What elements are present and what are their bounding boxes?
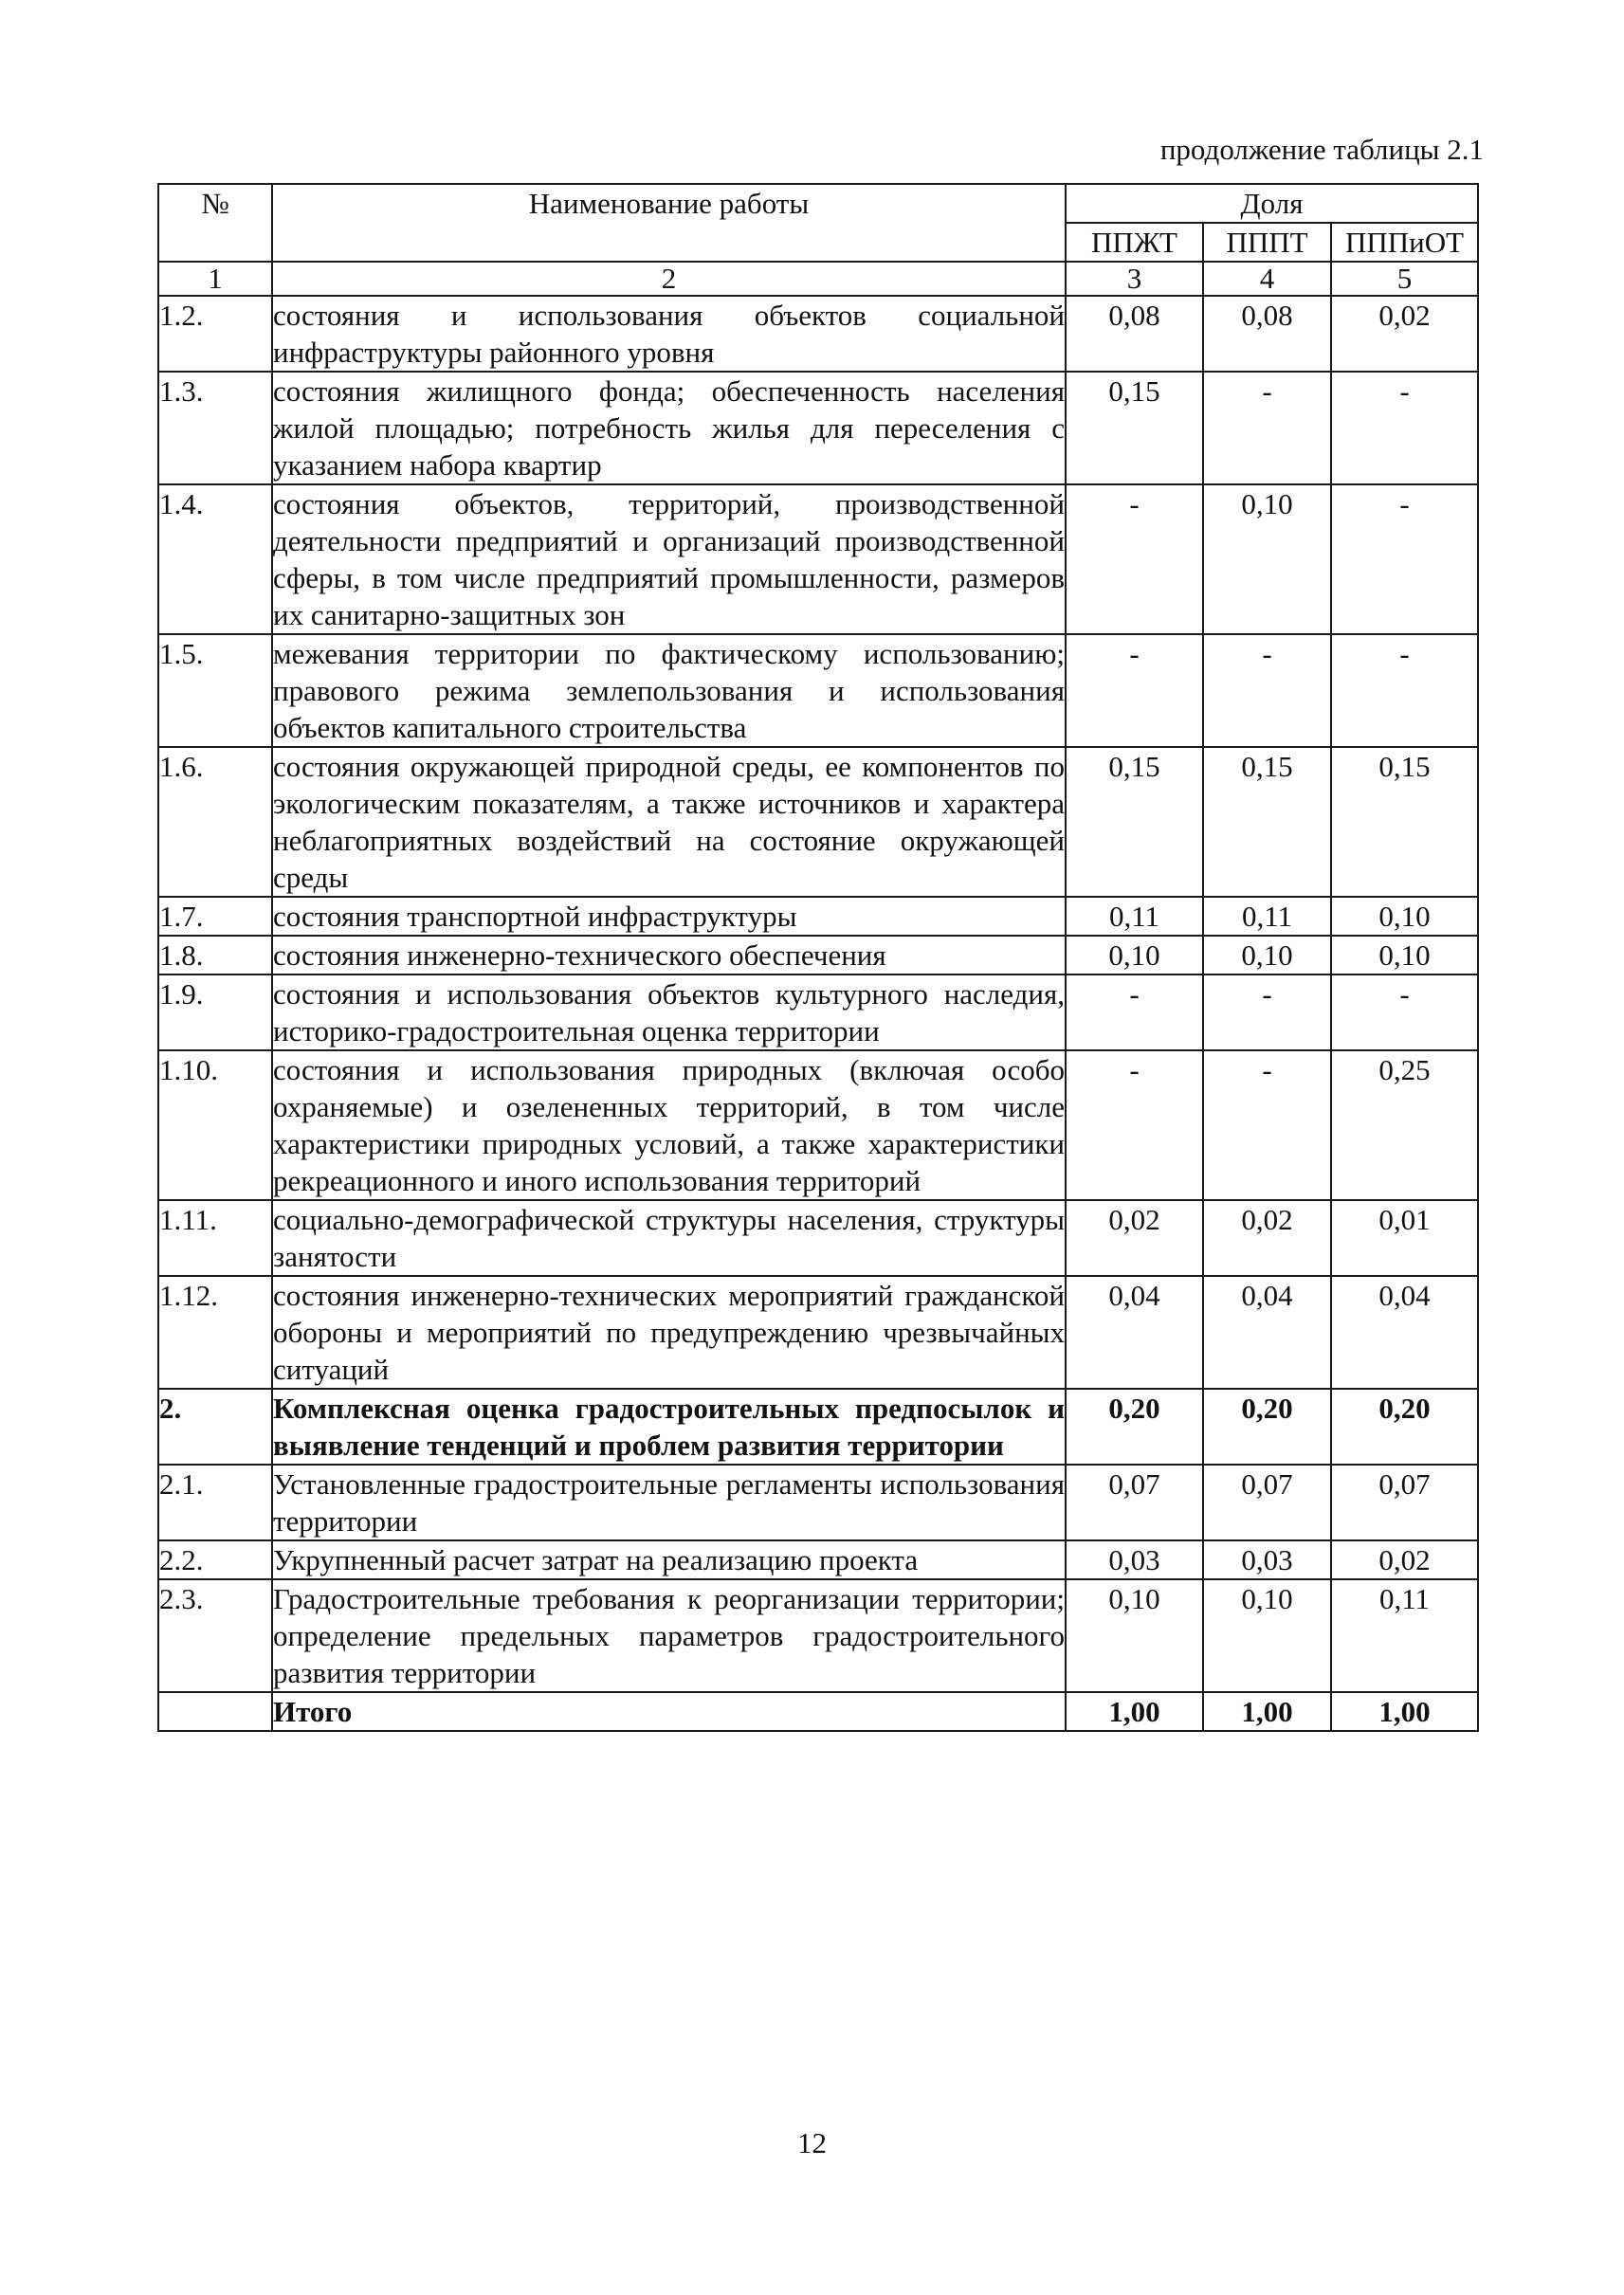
value-pppiot: -	[1331, 484, 1478, 634]
value-pppt: -	[1203, 1050, 1331, 1200]
row-name: состояния жилищного фонда; обеспеченность населения жилой площадью; потребность жилья для переселения с указанием набора квартир	[272, 372, 1066, 484]
value-ppzht: 0,02	[1066, 1200, 1203, 1276]
row-number: 2.2.	[158, 1540, 272, 1579]
value-pppt: 0,08	[1203, 296, 1331, 372]
header-col-pppiot: ПППиОТ	[1331, 223, 1478, 262]
row-number	[158, 1692, 272, 1731]
value-pppiot: 0,02	[1331, 1540, 1478, 1579]
header-share: Доля	[1066, 184, 1478, 223]
row-name: состояния и использования природных (включая особо охраняемые) и озелененных территорий, в том числе характеристики природных условий, а также характеристики рекреационного и иного использования территорий	[272, 1050, 1066, 1200]
row-number: 1.2.	[158, 296, 272, 372]
value-pppiot: 0,15	[1331, 747, 1478, 897]
row-number: 1.4.	[158, 484, 272, 634]
value-pppiot: 0,20	[1331, 1389, 1478, 1465]
value-pppt: 0,10	[1203, 484, 1331, 634]
value-pppt: -	[1203, 372, 1331, 484]
table-row	[158, 1200, 1478, 1276]
row-number: 2.3.	[158, 1579, 272, 1692]
row-name: состояния окружающей природной среды, ее компонентов по экологическим показателям, а также источников и характера неблагоприятных воздействий на состояние окружающей среды	[272, 747, 1066, 897]
table-row	[158, 936, 1478, 974]
value-pppt: 0,20	[1203, 1389, 1331, 1465]
row-name: состояния объектов, территорий, производственной деятельности предприятий и организаций производственной сферы, в том числе предприятий промышленности, размеров их санитарно-защитных зон	[272, 484, 1066, 634]
value-ppzht: 0,15	[1066, 747, 1203, 897]
value-ppzht: 0,07	[1066, 1465, 1203, 1540]
value-pppt: 0,03	[1203, 1540, 1331, 1579]
value-ppzht: 0,11	[1066, 897, 1203, 936]
column-index: 1	[158, 262, 272, 296]
table-row	[158, 974, 1478, 1050]
value-pppiot: 0,02	[1331, 296, 1478, 372]
value-pppiot: -	[1331, 974, 1478, 1050]
row-number: 2.	[158, 1389, 272, 1465]
row-number: 1.3.	[158, 372, 272, 484]
header-col-ppzht: ППЖТ	[1066, 223, 1203, 262]
value-pppt: 0,04	[1203, 1276, 1331, 1389]
table-row	[158, 897, 1478, 936]
table-row	[158, 484, 1478, 634]
row-number: 1.8.	[158, 936, 272, 974]
value-ppzht: 0,15	[1066, 372, 1203, 484]
header-num: №	[158, 184, 272, 262]
value-ppzht: 0,03	[1066, 1540, 1203, 1579]
row-name: Градостроительные требования к реорганизации территории; определение предельных параметров градостроительного развития территории	[272, 1579, 1066, 1692]
row-name: состояния и использования объектов социальной инфраструктуры районного уровня	[272, 296, 1066, 372]
table-row	[158, 1050, 1478, 1200]
column-index: 4	[1203, 262, 1331, 296]
value-pppt: -	[1203, 974, 1331, 1050]
row-name: Комплексная оценка градостроительных предпосылок и выявление тенденций и проблем развития территории	[272, 1389, 1066, 1465]
table-row	[158, 634, 1478, 747]
page-number: 12	[797, 2126, 827, 2159]
row-name: социально-демографической структуры населения, структуры занятости	[272, 1200, 1066, 1276]
row-number: 1.5.	[158, 634, 272, 747]
row-number: 1.10.	[158, 1050, 272, 1200]
header-name: Наименование работы	[272, 184, 1066, 262]
column-index: 3	[1066, 262, 1203, 296]
value-pppt: 0,07	[1203, 1465, 1331, 1540]
table-row	[158, 1540, 1478, 1579]
value-pppiot: 0,11	[1331, 1579, 1478, 1692]
value-ppzht: 0,10	[1066, 1579, 1203, 1692]
value-ppzht: 0,04	[1066, 1276, 1203, 1389]
row-number: 2.1.	[158, 1465, 272, 1540]
row-number: 1.6.	[158, 747, 272, 897]
value-ppzht: -	[1066, 974, 1203, 1050]
value-ppzht: -	[1066, 484, 1203, 634]
value-pppt: 0,02	[1203, 1200, 1331, 1276]
value-ppzht: -	[1066, 634, 1203, 747]
value-pppt: 1,00	[1203, 1692, 1331, 1731]
table-row	[158, 1465, 1478, 1540]
value-ppzht: -	[1066, 1050, 1203, 1200]
row-name: Итого	[272, 1692, 1066, 1731]
value-pppt: 0,11	[1203, 897, 1331, 936]
row-name: состояния инженерно-технических мероприятий гражданской обороны и мероприятий по предупреждению чрезвычайных ситуаций	[272, 1276, 1066, 1389]
value-pppiot: 0,25	[1331, 1050, 1478, 1200]
row-number: 1.7.	[158, 897, 272, 936]
row-name: состояния и использования объектов культурного наследия, историко-градостроительная оценка территории	[272, 974, 1066, 1050]
value-ppzht: 0,20	[1066, 1389, 1203, 1465]
header-col-pppt: ПППТ	[1203, 223, 1331, 262]
row-number: 1.11.	[158, 1200, 272, 1276]
table-caption: продолжение таблицы 2.1	[1159, 133, 1484, 166]
table-row	[158, 1276, 1478, 1389]
value-pppt: 0,15	[1203, 747, 1331, 897]
column-index: 2	[272, 262, 1066, 296]
value-pppiot: -	[1331, 634, 1478, 747]
value-ppzht: 1,00	[1066, 1692, 1203, 1731]
value-ppzht: 0,08	[1066, 296, 1203, 372]
value-pppiot: 0,01	[1331, 1200, 1478, 1276]
row-name: межевания территории по фактическому использованию; правового режима землепользования и использования объектов капитального строительства	[272, 634, 1066, 747]
row-name: Установленные градостроительные регламенты использования территории	[272, 1465, 1066, 1540]
table-row	[158, 296, 1478, 372]
row-number: 1.9.	[158, 974, 272, 1050]
value-pppiot: 1,00	[1331, 1692, 1478, 1731]
value-pppiot: 0,10	[1331, 897, 1478, 936]
table-row	[158, 747, 1478, 897]
value-ppzht: 0,10	[1066, 936, 1203, 974]
works-share-table	[157, 183, 1479, 1732]
value-pppt: -	[1203, 634, 1331, 747]
table-row	[158, 372, 1478, 484]
table-row	[158, 1579, 1478, 1692]
row-name: Укрупненный расчет затрат на реализацию проекта	[272, 1540, 1066, 1579]
row-name: состояния инженерно-технического обеспечения	[272, 936, 1066, 974]
row-name: состояния транспортной инфраструктуры	[272, 897, 1066, 936]
value-pppiot: -	[1331, 372, 1478, 484]
value-pppiot: 0,04	[1331, 1276, 1478, 1389]
row-number: 1.12.	[158, 1276, 272, 1389]
value-pppt: 0,10	[1203, 1579, 1331, 1692]
value-pppiot: 0,10	[1331, 936, 1478, 974]
value-pppt: 0,10	[1203, 936, 1331, 974]
table-row	[158, 1692, 1478, 1731]
column-index: 5	[1331, 262, 1478, 296]
table-row	[158, 1389, 1478, 1465]
value-pppiot: 0,07	[1331, 1465, 1478, 1540]
